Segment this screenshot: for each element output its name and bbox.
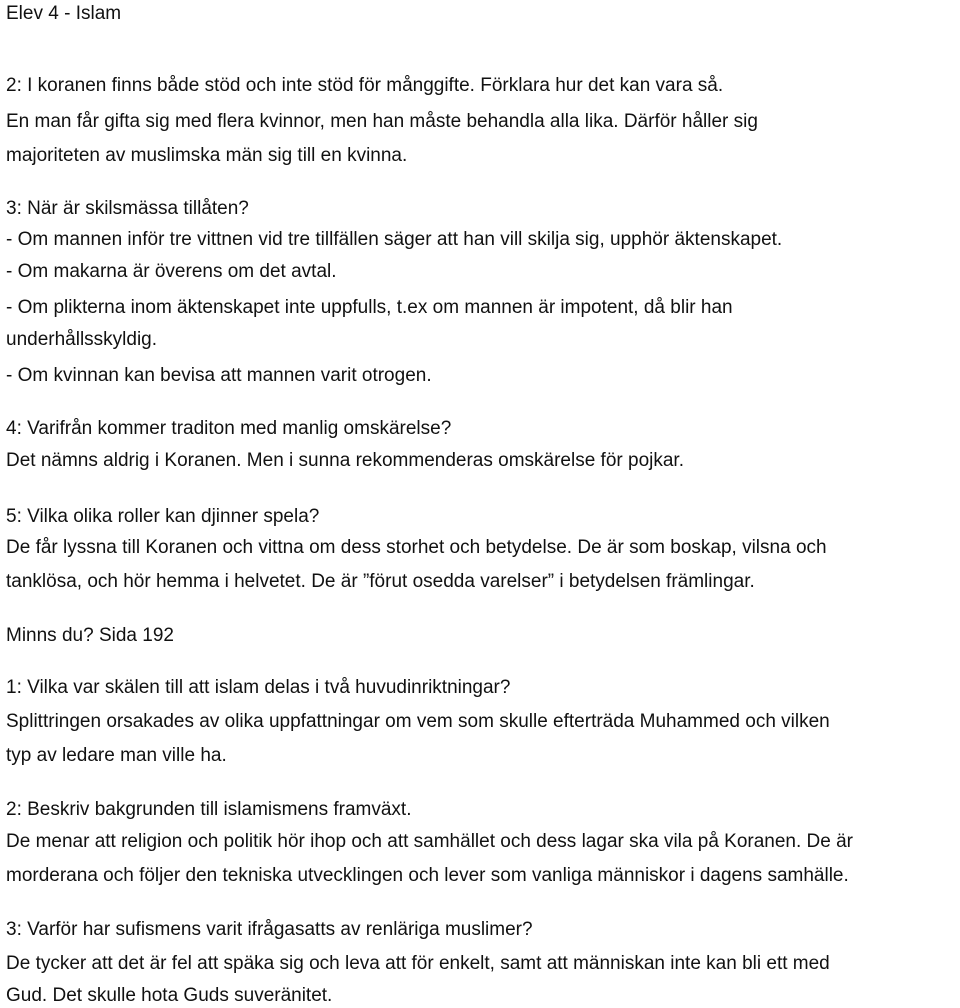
answer-line: En man får gifta sig med flera kvinnor, men han måste behandla alla lika. Därför håller sig xyxy=(6,111,758,132)
answer-line: underhållsskyldig. xyxy=(6,329,158,350)
answer-line: - Om mannen inför tre vittnen vid tre tillfällen säger att han vill skilja sig, upphör äktenskapet. xyxy=(6,229,783,250)
answer-line: tanklösa, och hör hemma i helvetet. De är ”förut osedda varelser” i betydelsen främlingar. xyxy=(6,571,755,592)
answer-line: De får lyssna till Koranen och vittna om dess storhet och betydelse. De är som boskap, vilsna och xyxy=(6,537,827,558)
answer-line: Det nämns aldrig i Koranen. Men i sunna rekommenderas omskärelse för pojkar. xyxy=(6,450,684,471)
question-3-sufism: 3: Varför har sufismens varit ifrågasatts av renläriga muslimer? xyxy=(6,919,533,940)
question-5-djinn: 5: Vilka olika roller kan djinner spela? xyxy=(6,506,320,527)
section-heading-minns-du: Minns du? Sida 192 xyxy=(6,625,174,646)
question-1-main-branches: 1: Vilka var skälen till att islam delas i två huvudinriktningar? xyxy=(6,677,511,698)
answer-line: - Om plikterna inom äktenskapet inte uppfulls, t.ex om mannen är impotent, då blir han xyxy=(6,297,733,318)
answer-line: De menar att religion och politik hör ihop och att samhället och dess lagar ska vila på Koranen. De är xyxy=(6,831,854,852)
answer-line: - Om kvinnan kan bevisa att mannen varit otrogen. xyxy=(6,365,432,386)
question-4-circumcision: 4: Varifrån kommer traditon med manlig omskärelse? xyxy=(6,418,452,439)
answer-line: Splittringen orsakades av olika uppfattningar om vem som skulle efterträda Muhammed och vilken xyxy=(6,711,830,732)
answer-line: morderana och följer den tekniska utvecklingen och lever som vanliga människor i dagens samhälle. xyxy=(6,865,849,886)
answer-line: typ av ledare man ville ha. xyxy=(6,745,227,766)
question-3-divorce: 3: När är skilsmässa tillåten? xyxy=(6,198,249,219)
answer-line: majoriteten av muslimska män sig till en kvinna. xyxy=(6,145,408,166)
answer-line: Gud. Det skulle hota Guds suveränitet. xyxy=(6,985,333,1006)
answer-line: - Om makarna är överens om det avtal. xyxy=(6,261,337,282)
document-title: Elev 4 - Islam xyxy=(6,3,122,24)
question-2-polygamy: 2: I koranen finns både stöd och inte stöd för månggifte. Förklara hur det kan vara så. xyxy=(6,75,724,96)
answer-line: De tycker att det är fel att späka sig och leva att för enkelt, samt att människan inte kan bli ett med xyxy=(6,953,830,974)
question-2-islamism: 2: Beskriv bakgrunden till islamismens framväxt. xyxy=(6,799,412,820)
